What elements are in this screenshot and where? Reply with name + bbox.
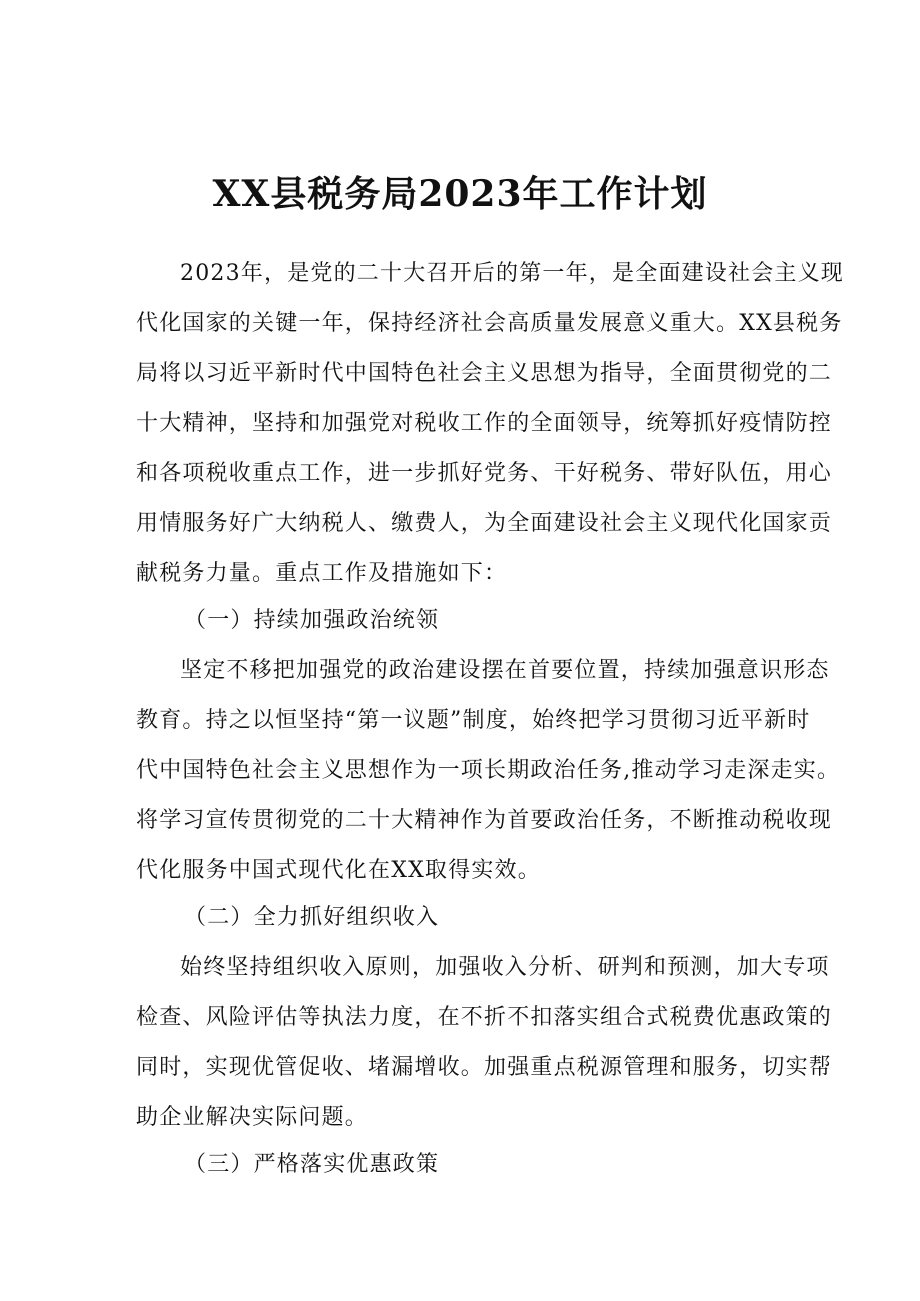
section-heading: （二）全力抓好组织收入 [184,905,440,930]
paragraph-line: 助企业解决实际问题。 [136,1105,369,1130]
paragraph-line: 代化服务中国式现代化在XX取得实效。 [136,858,541,883]
paragraph-line: 2023年，是党的二十大召开后的第一年，是全面建设社会主义现 [180,261,844,286]
paragraph-line: 始终坚持组织收入原则，加强收入分析、研判和预测，加大专项 [180,955,830,980]
paragraph-line: 十大精神，坚持和加强党对税收工作的全面领导，统筹抓好疫情防控 [136,411,833,436]
paragraph-line: 局将以习近平新时代中国特色社会主义思想为指导，全面贯彻党的二 [136,361,833,386]
paragraph-line: 代化国家的关键一年，保持经济社会高质量发展意义重大。XX县税务 [136,311,843,336]
paragraph-line: 同时，实现优管促收、堵漏增收。加强重点税源管理和服务，切实帮 [136,1055,833,1080]
paragraph-line: 代中国特色社会主义思想作为一项长期政治任务,推动学习走深走实。 [136,758,841,783]
paragraph-line: 坚定不移把加强党的政治建设摆在首要位置，持续加强意识形态 [180,658,830,683]
paragraph-line: 献税务力量。重点工作及措施如下： [136,561,508,586]
paragraph-line: 教育。持之以恒坚持“第一议题”制度，始终把学习贯彻习近平新时 [136,708,811,733]
section-heading: （三）严格落实优惠政策 [184,1152,440,1177]
paragraph-line: 和各项税收重点工作，进一步抓好党务、干好税务、带好队伍，用心 [136,461,833,486]
paragraph-line: 用情服务好广大纳税人、缴费人，为全面建设社会主义现代化国家贡 [136,511,833,536]
section-heading: （一）持续加强政治统领 [184,608,440,633]
document-title: XX县税务局2023年工作计划 [212,173,708,215]
paragraph-line: 将学习宣传贯彻党的二十大精神作为首要政治任务，不断推动税收现 [136,808,833,833]
paragraph-line: 检查、风险评估等执法力度，在不折不扣落实组合式税费优惠政策的 [136,1005,833,1030]
